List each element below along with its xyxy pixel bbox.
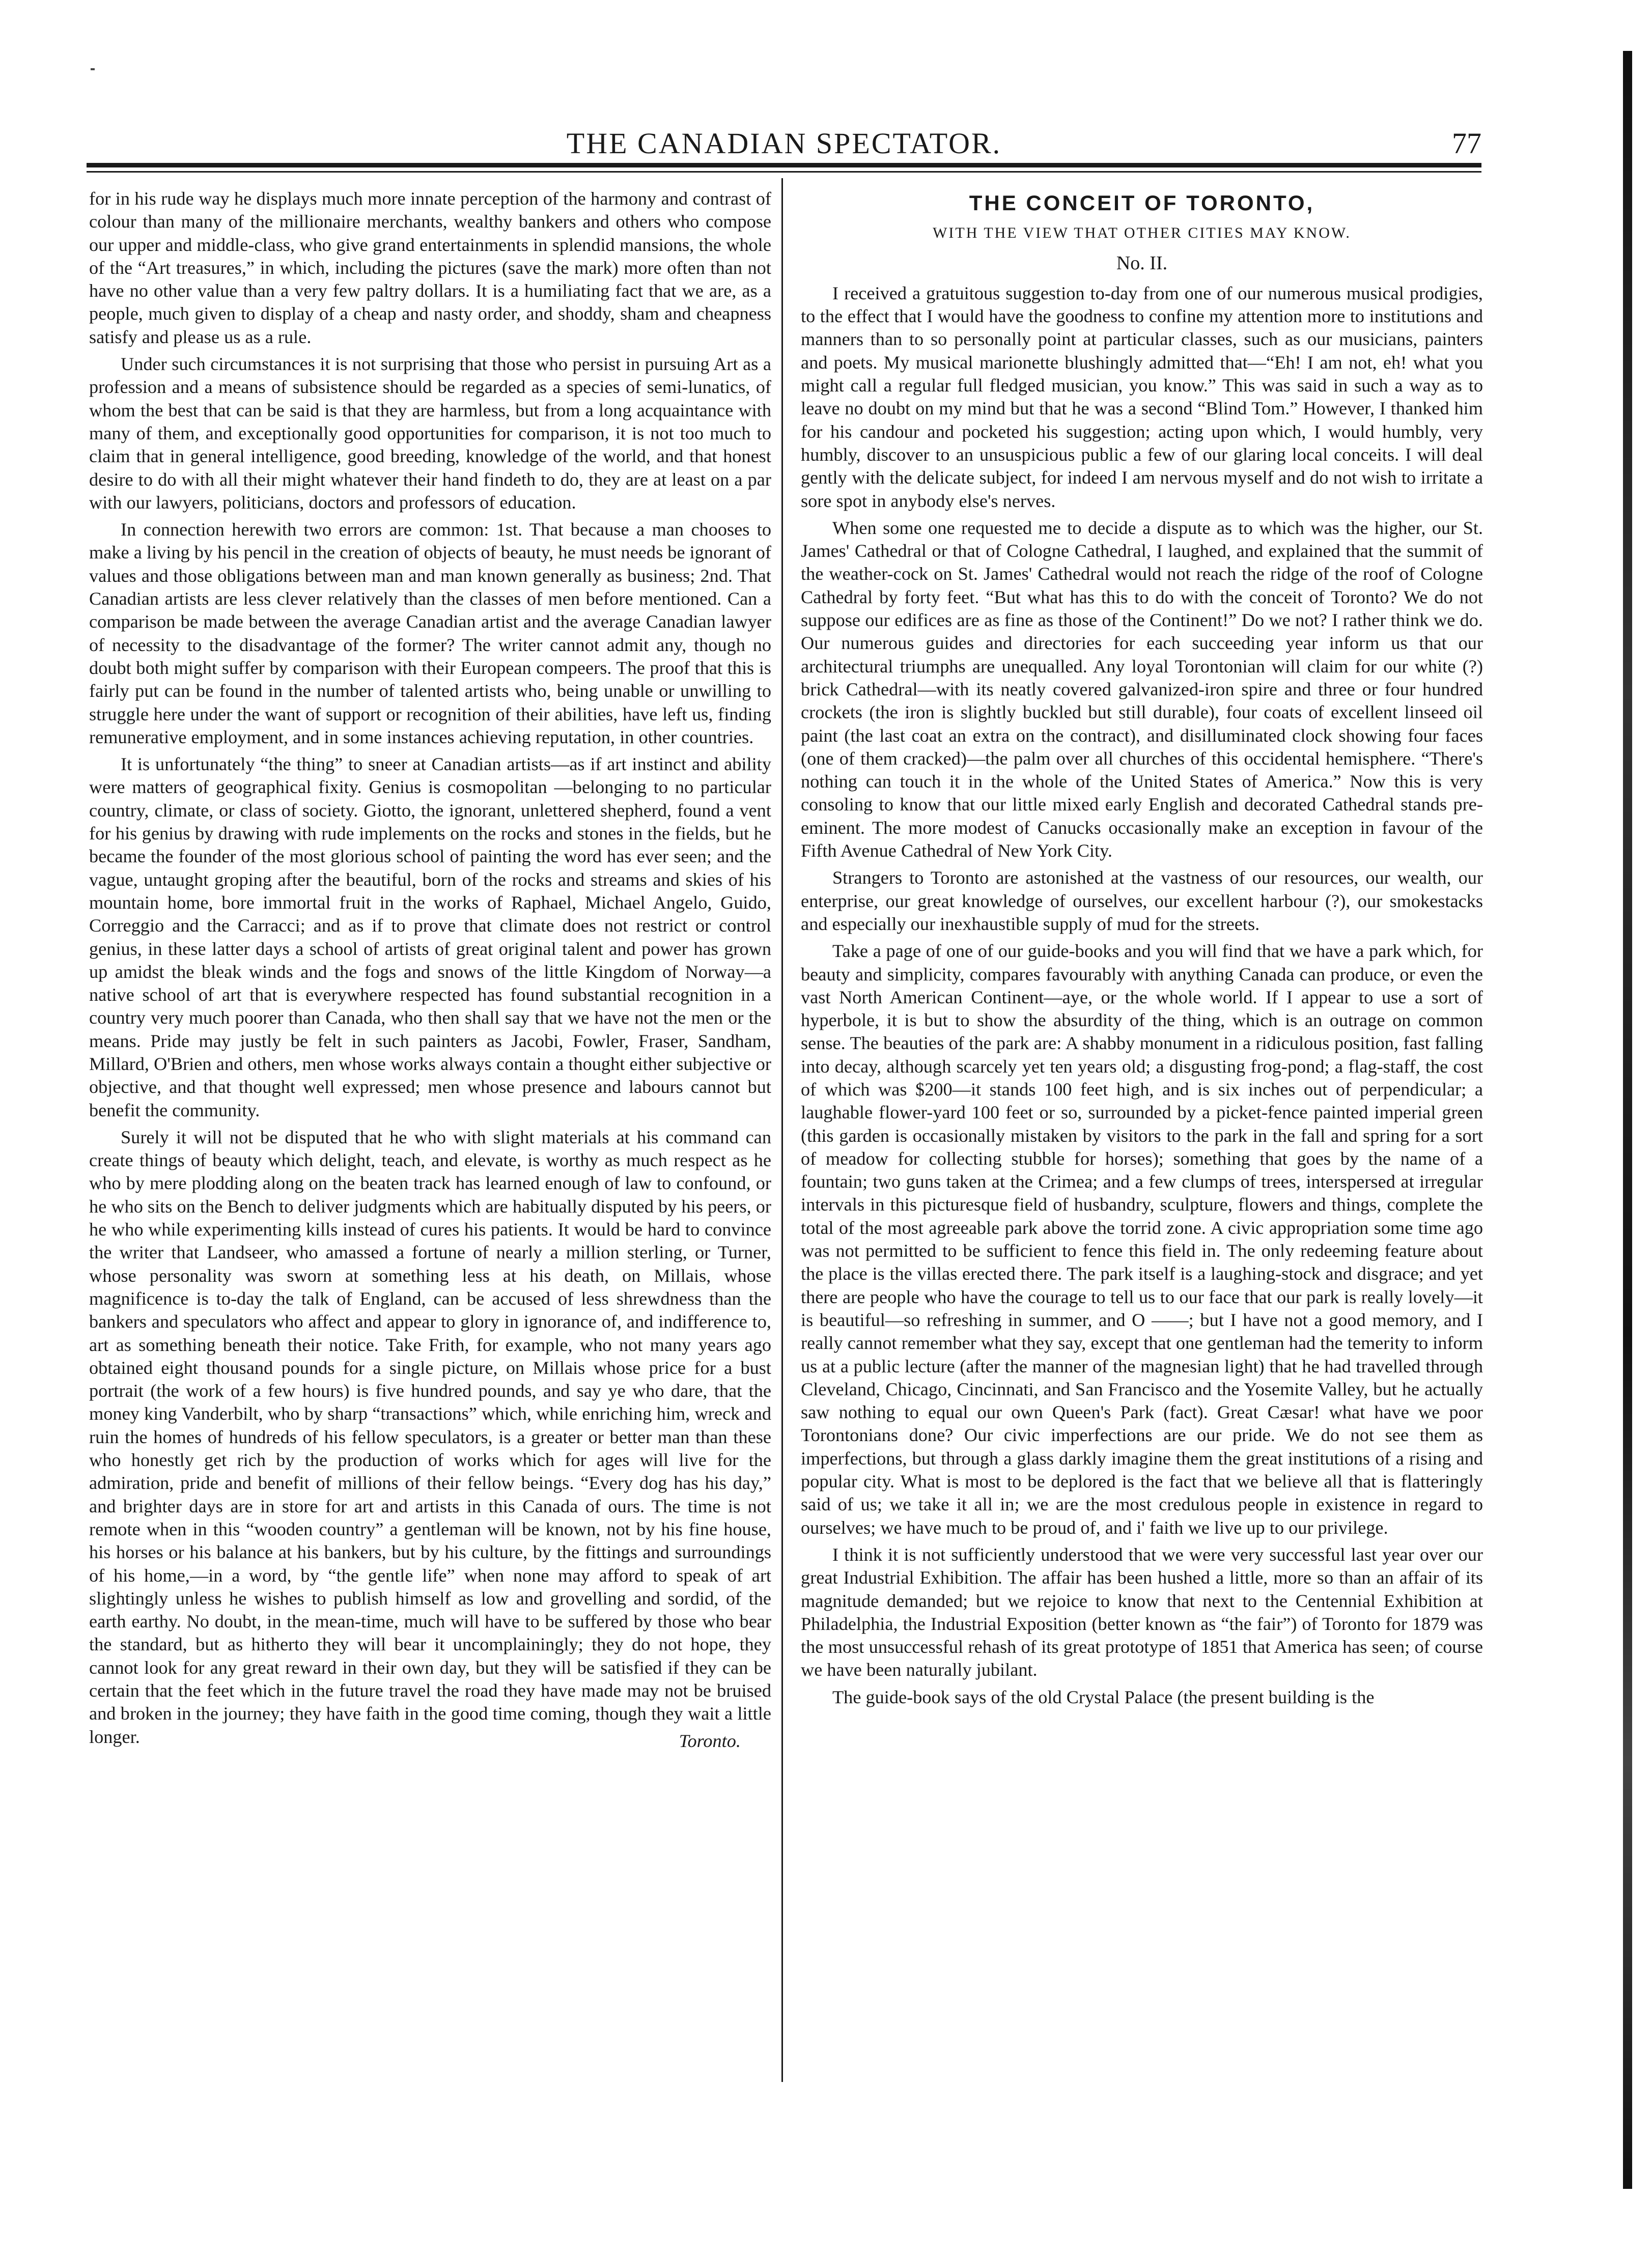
- header-rule-thick: [87, 163, 1481, 167]
- paragraph: It is unfortunately “the thing” to sneer at Canadian artists—as if art instinct and ability were matters of geographical fixity. Genius is cosmopolitan —belonging to no particular country, climate, or class of society. Giotto, the ignorant, unlettered shepherd, found a vent for his genius by drawing with rude implements on the rocks and stones in the fields, but he became the founder of the most glorious school of painting the word has ever seen; and the vague, untaught groping after the beautiful, born of the rocks and streams and skies of his mountain home, bore immortal fruit in the works of Raphael, Michael Angelo, Guido, Correggio and the Carracci; and as if to prove that climate does not restrict or control genius, in these latter days a school of artists of great original talent and power has grown up amidst the bleak winds and the fogs and snows of the little Kingdom of Norway—a native school of art that is everywhere respected has found substantial recognition in a country very much poorer than Canada, who then shall say that we have not the men or the means. Pride may justly be felt in such painters as Jacobi, Fowler, Fraser, Sandham, Millard, O'Brien and others, men whose works always contain a thought either subjective or objective, and that thought well expressed; men whose presence and labours cannot but benefit the community.: [89, 754, 771, 1120]
- publication-title: THE CANADIAN SPECTATOR.: [566, 127, 1002, 160]
- paragraph: When some one requested me to decide a dispute as to which was the higher, our St. James' Cathedral or that of Cologne Cathedral, I laughed, and explained that the summit of the weather-cock on St. James' Cathedral would not reach the ridge of the roof of Cologne Cathedral by forty feet. “But what has this to do with the conceit of Toronto? We do not suppose our edifices are as fine as those of the Continent!” Do we not? I rather think we do. Our numerous guides and directories for each succeeding year inform us that our architectural triumphs are unequalled. Any loyal Torontonian will claim for our white (?) brick Cathedral—with its neatly covered galvanized-iron spire and three or four hundred crockets (the iron is slightly buckled but still durable), four coats of excellent linseed oil paint (the last coat an extra on the contract), and disilluminated clock showing four faces (one of them cracked)—the palm over all churches of this occidental hemisphere. “There's nothing can touch it in the whole of the United States of America.” Now this is very consoling to know that our little mixed early English and decorated Cathedral stands pre-eminent. The more modest of Canucks occasionally make an exception in favour of the Fifth Avenue Cathedral of New York City.: [801, 517, 1483, 861]
- paragraph: Under such circumstances it is not surprising that those who persist in pursuing Art as a profession and a means of subsistence should be regarded as a species of semi-lunatics, of whom the best that can be said is that they are harmless, but from a long acquaintance with many of them, and exceptionally good opportunities for comparison, it is not too much to claim that in general intelligence, good breeding, knowledge of the world, and that honest desire to do with all their might whatever their hand findeth to do, they are at least on a par with our lawyers, politicians, doctors and professors of education.: [89, 354, 771, 513]
- scan-speck: [91, 68, 95, 70]
- article-signature: Toronto.: [679, 1730, 741, 1751]
- paragraph: Surely it will not be disputed that he who with slight materials at his command can create things of beauty which delight, teach, and elevate, is worthy as much respect as he who by mere plodding along on the beaten track has learned enough of law to confound, or he who sits on the Bench to deliver judgments which are habitually disputed by his peers, or he who while experimenting kills instead of cures his patients. It would be hard to convince the writer that Landseer, who amassed a fortune of nearly a million sterling, or Turner, whose personality was sworn at something less at his death, on Millais, whose magnificence is to-day the talk of England, can be accused of less shrewdness than the bankers and speculators who affect and appear to glory in ignorance of, and indifference to, art as something beneath their notice. Take Frith, for example, who not many years ago obtained eight thousand pounds for a single picture, on Millais whose price for a bust portrait (the work of a few hours) is five hundred pounds, and say ye who dare, that the money king Vanderbilt, who by sharp “transactions” which, while enriching him, wreck and ruin the homes of hundreds of his fellow speculators, is a greater or better man than these who honestly get rich by the production of works which for ages will live for the admiration, pride and benefit of millions of their fellow beings. “Every dog has his day,” and brighter days are in store for art and artists in this Canada of ours. The time is not remote when in this “wooden country” a gentleman will be known, not by his fine house, his horses or his balance at his bankers, but by his culture, by the fittings and surroundings of his home,—in a word, by “the gentle life” when none may afford to speak of art slightingly unless he wishes to publish himself as low and grovelling and sordid, of the earth earthy. No doubt, in the mean-time, much will have to be suffered by those who bear the standard, but as hitherto they will bear it uncomplainingly; they do not hope, they cannot look for any great reward in their own day, but they will be satisfied if they can be certain that the feet which in the future travel the road they have made may not be bruised and broken in the journey; they have faith in the good time coming, though they wait a little longer.: [89, 1127, 771, 1747]
- paragraph: In connection herewith two errors are common: 1st. That because a man chooses to make a living by his pencil in the creation of objects of beauty, he must needs be ignorant of values and those obligations between man and man known generally as business; 2nd. That Canadian artists are less clever relatively than the classes of men before mentioned. Can a comparison be made between the average Canadian artist and the average Canadian lawyer of necessity to the disadvantage of the former? The writer cannot admit any, though no doubt both might suffer by comparison with their European compeers. The proof that this is fairly put can be found in the number of talented artists who, being unable or unwilling to struggle here under the want of support or recognition of their abilities, have left us, finding remunerative employment, and in some instances achieving reputation, in other countries.: [89, 519, 771, 747]
- paragraph: I received a gratuitous suggestion to-day from one of our numerous musical prodigies, to the effect that I would have the goodness to confine my attention more to institutions and manners than to so personally point at particular classes, such as our musicians, painters and poets. My musical marionette blushingly admitted that—“Eh! I am not, eh! what you might call a regular full fledged musician, you know.” This was said in such a way as to leave no doubt on my mind but that he was a second “Blind Tom.” However, I thanked him for his candour and pocketed his suggestion; acting upon which, I would humbly, very humbly, discover to an unsuspicious public a few of our glaring local conceits. I will deal gently with the delicate subject, for indeed I am nervous myself and do not wish to irritate a sore spot in anybody else's nerves.: [801, 283, 1483, 511]
- paragraph: The guide-book says of the old Crystal Palace (the present building is the: [832, 1686, 1375, 1707]
- paragraph: Take a page of one of our guide-books and you will find that we have a park which, for beauty and simplicity, compares favourably with anything Canada can produce, or even the vast North American Continent—aye, or the whole world. If I appear to use a sort of hyperbole, it is but to show the absurdity of the thing, which is an outrage on common sense. The beauties of the park are: A shabby monument in a ridiculous position, fast falling into decay, although scarcely yet ten years old; a disgusting frog-pond; a flag-staff, the cost of which was $200—it stands 100 feet high, and is six inches out of perpendicular; a laughable flower-yard 100 feet or so, surrounded by a picket-fence painted imperial green (this garden is occasionally mistaken by visitors to the park in the fall and spring for a sort of meadow for collecting stubble for horses); something that goes by the name of a fountain; two guns taken at the Crimea; and a few clumps of trees, interspersed at irregular intervals in this picturesque field of husbandry, sculpture, flowers and things, complete the total of the most agreeable park above the torrid zone. A civic appropriation some time ago was not permitted to be sufficient to fence this field in. The only redeeming feature about the place is the villas erected there. The park itself is a laughing-stock and disgrace; and yet there are people who have the courage to tell us to our face that our park is really lovely—it is beautiful—so refreshing in summer, and O ——; but I have not a good memory, and I really cannot remember what they say, except that one gentleman had the temerity to inform us at a public lecture (after the manner of the magnesian light) that he had travelled through Cleveland, Chicago, Cincinnati, and San Francisco and the Yosemite Valley, but he actually saw nothing to equal our own Queen's Park (fact). Great Cæsar! what have we poor Torontonians done? Our civic imperfections are our pride. We do not see them as imperfections, but through a glass darkly imagine them the great institutions of a rising and popular city. What is most to be deplored is the fact that we believe all that is flatteringly said of us; we take it all in; we are the most credulous people in existence in regard to ourselves; we have much to be proud of, and i' faith we live up to our privilege.: [801, 941, 1483, 1538]
- article-subtitle: WITH THE VIEW THAT OTHER CITIES MAY KNOW.: [933, 224, 1351, 242]
- scan-binding-edge: [1623, 51, 1632, 2189]
- article-number: No. II.: [1116, 252, 1168, 274]
- page-header: [87, 126, 1481, 162]
- article-title: THE CONCEIT OF TORONTO,: [969, 191, 1315, 215]
- left-column: [89, 187, 771, 1753]
- right-column: [801, 187, 1483, 1713]
- paragraph: for in his rude way he displays much more innate perception of the harmony and contrast of colour than many of the millionaire merchants, wealthy bankers and others who compose our upper and middle-class, who give grand entertainments in splendid mansions, the whole of the “Art treasures,” in which, including the pictures (save the mark) more often than not have no other value than a very few paltry dollars. It is a humiliating fact that we are, as a people, much given to display of a cheap and nasty order, and shoddy, sham and cheapness satisfy and please us as a rule.: [89, 188, 771, 347]
- paragraph: Strangers to Toronto are astonished at the vastness of our resources, our wealth, our enterprise, our great knowledge of ourselves, our excellent harbour (?), our smokestacks and especially our inexhaustible supply of mud for the streets.: [801, 867, 1483, 934]
- page-number: 77: [1452, 127, 1481, 160]
- header-rule-thin: [87, 171, 1481, 173]
- column-divider: [781, 178, 783, 2082]
- paragraph: I think it is not sufficiently understood that we were very successful last year over our great Industrial Exhibition. The affair has been hushed a little, more so than an affair of its magnitude demanded; but we rejoice to know that next to the Centennial Exhibition at Philadelphia, the Industrial Exposition (better known as “the fair”) of Toronto for 1879 was the most unsuccessful rehash of its great prototype of 1851 that America has seen; of course we have been naturally jubilant.: [801, 1544, 1483, 1680]
